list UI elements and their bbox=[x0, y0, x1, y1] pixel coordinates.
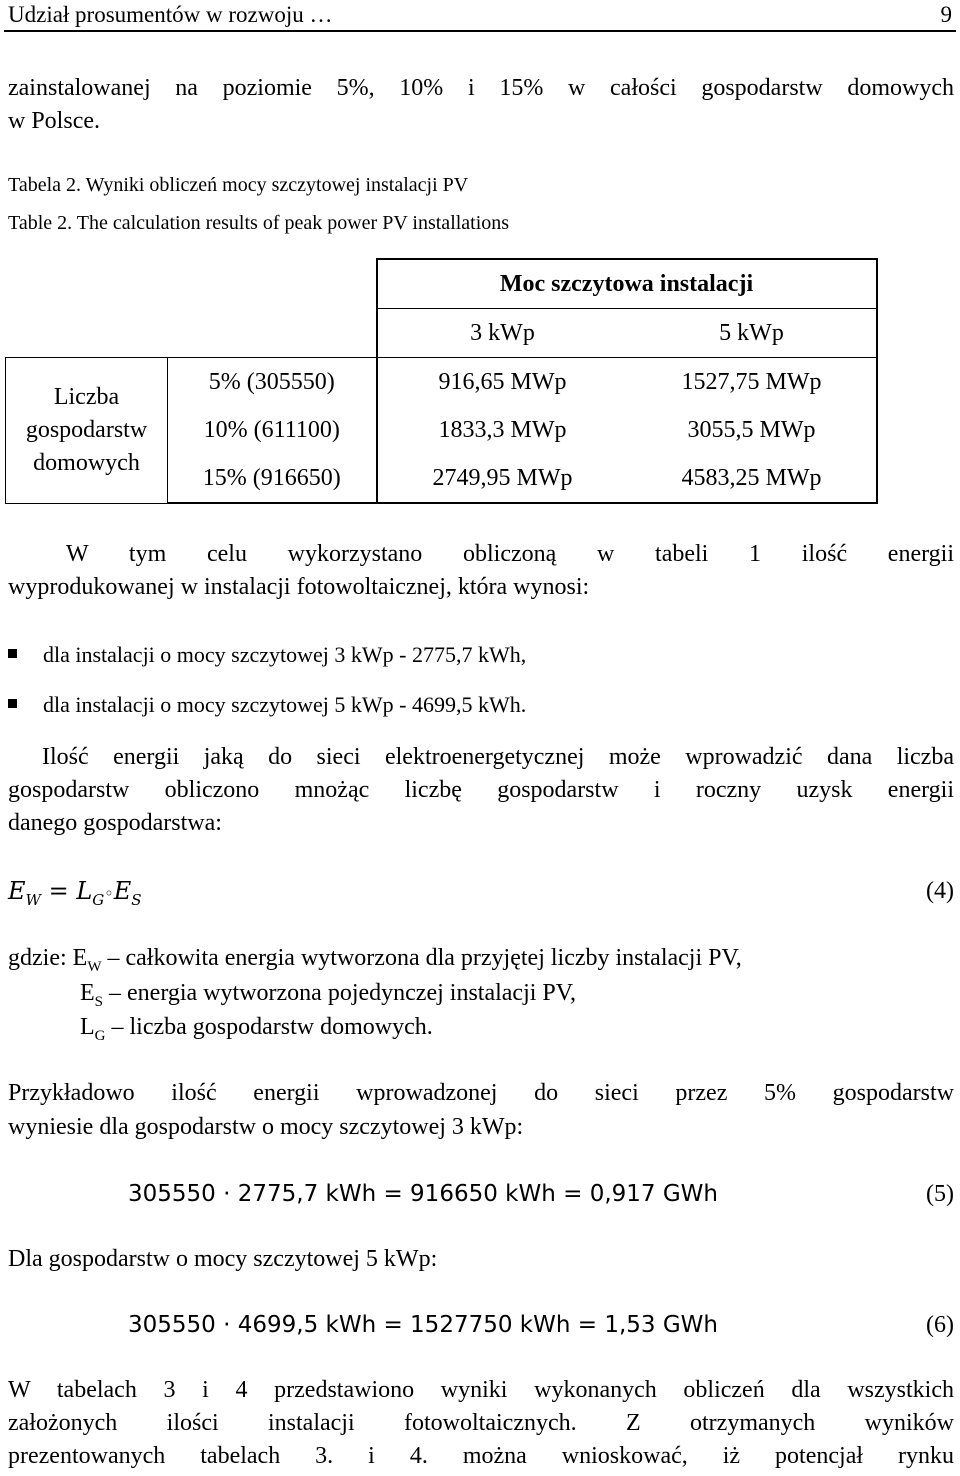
para2-line-2: gospodarstw obliczono mnożąc liczbę gospodarstw i roczny uzysk energii bbox=[8, 777, 954, 803]
para2-line-3: danego gospodarstwa: bbox=[8, 810, 222, 836]
table-cell: 916,65 MWp bbox=[377, 358, 628, 407]
para1-line-2: wyprodukowanej w instalacji fotowoltaicznej, która wynosi: bbox=[8, 574, 590, 600]
equation-6 bbox=[8, 1308, 954, 1342]
bullet-item: dla instalacji o mocy szczytowej 3 kWp - 2775,7 kWh, bbox=[8, 640, 526, 670]
table-cell: 1527,75 MWp bbox=[628, 358, 877, 407]
equation-6-expression: 305550 · 4699,5 kWh = 1527750 kWh = 1,53 GWh bbox=[128, 1312, 718, 1338]
table-col-header-3kwp: 3 kWp bbox=[377, 309, 628, 358]
table-cell: 4583,25 MWp bbox=[628, 454, 877, 503]
table-header-row-2 bbox=[6, 309, 877, 358]
table-row bbox=[6, 358, 877, 407]
table-row-group-label: Liczba gospodarstw domowych bbox=[6, 358, 168, 504]
equation-4 bbox=[8, 874, 954, 908]
where-line-1: gdzie: $E_W$ – całkowita energia wytworzona dla przyjętej liczby instalacji PV, bbox=[8, 945, 742, 975]
equation-4-expression: $E_W$ = $L_G◦E_S$ bbox=[8, 877, 142, 909]
equation-5 bbox=[8, 1177, 954, 1211]
para4: Dla gospodarstw o mocy szczytowej 5 kWp: bbox=[8, 1246, 438, 1272]
square-bullet-icon bbox=[8, 649, 17, 658]
peak-power-table bbox=[5, 258, 878, 504]
para5-line-3: prezentowanych tabelach 3. i 4. można wnioskować, iż potencjał rynku bbox=[8, 1443, 954, 1469]
page-number: 9 bbox=[940, 2, 952, 27]
where-line-2: $E_S$ – energia wytworzona pojedynczej instalacji PV, bbox=[80, 980, 576, 1010]
table-cell-label: 5% (305550) bbox=[168, 358, 377, 407]
table-caption-pl: Tabela 2. Wyniki obliczeń mocy szczytowej instalacji PV bbox=[8, 174, 469, 196]
para1-line-1: W tym celu wykorzystano obliczoną w tabeli 1 ilość energii bbox=[66, 541, 954, 567]
table-cell: 2749,95 MWp bbox=[377, 454, 628, 503]
square-bullet-icon bbox=[8, 699, 17, 708]
equation-6-number: (6) bbox=[926, 1312, 954, 1338]
equation-5-number: (5) bbox=[926, 1181, 954, 1207]
running-header bbox=[4, 0, 956, 32]
bullet-item: dla instalacji o mocy szczytowej 5 kWp - 4699,5 kWh. bbox=[8, 690, 526, 720]
table-group-header: Moc szczytowa instalacji bbox=[377, 259, 877, 309]
equation-4-number: (4) bbox=[926, 878, 954, 904]
para3-line-1: Przykładowo ilość energii wprowadzonej do sieci przez 5% gospodarstw bbox=[8, 1080, 954, 1106]
header-title: Udział prosumentów w rozwoju … bbox=[8, 2, 333, 27]
table-cell: 1833,3 MWp bbox=[377, 406, 628, 454]
where-line-3: $L_G$ – liczba gospodarstw domowych. bbox=[80, 1014, 433, 1044]
para5-line-1: W tabelach 3 i 4 przedstawiono wyniki wykonanych obliczeń dla wszystkich bbox=[8, 1377, 954, 1403]
intro-line-2: w Polsce. bbox=[8, 108, 100, 134]
table-cell-label: 15% (916650) bbox=[168, 454, 377, 503]
para2-line-1: Ilość energii jaką do sieci elektroenergetycznej może wprowadzić dana liczba bbox=[42, 744, 954, 770]
para5-line-2: założonych ilości instalacji fotowoltaicznych. Z otrzymanych wyników bbox=[8, 1410, 954, 1436]
table-caption-en: Table 2. The calculation results of peak power PV installations bbox=[8, 212, 510, 234]
table-cell: 3055,5 MWp bbox=[628, 406, 877, 454]
table-cell-label: 10% (611100) bbox=[203, 416, 340, 443]
intro-line-1: zainstalowanej na poziomie 5%, 10% i 15% w całości gospodarstw domowych bbox=[8, 75, 954, 101]
equation-5-expression: 305550 · 2775,7 kWh = 916650 kWh = 0,917 GWh bbox=[128, 1181, 718, 1207]
para3-line-2: wyniesie dla gospodarstw o mocy szczytowej 3 kWp: bbox=[8, 1114, 524, 1140]
table-header-row-1 bbox=[6, 259, 877, 309]
table-col-header-5kwp: 5 kWp bbox=[628, 309, 877, 358]
